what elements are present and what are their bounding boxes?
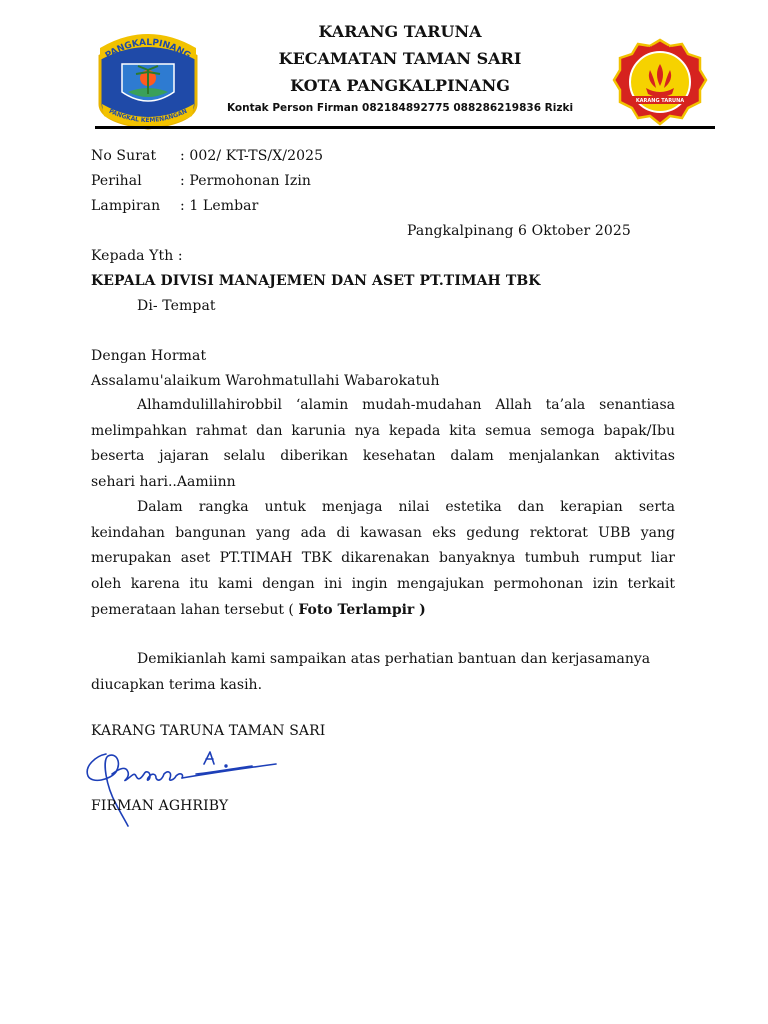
paragraph-line: sehari hari..Aamiinn bbox=[91, 474, 236, 491]
greeting-salam: Assalamu'alaikum Warohmatullahi Wabarokatuh bbox=[91, 373, 440, 389]
svg-text:KARANG TARUNA: KARANG TARUNA bbox=[635, 98, 685, 104]
paragraph-line: Alhamdulillahirobbil ‘alamin mudah-mudahan Allah ta’ala senantiasa bbox=[137, 397, 675, 413]
paragraph-line: melimpahkan rahmat dan karunia nya kepada kita semua semoga bapak/Ibu bbox=[91, 422, 675, 439]
closing-org: KARANG TARUNA TAMAN SARI bbox=[91, 723, 326, 739]
svg-text:PANGKALPINANG: PANGKALPINANG bbox=[103, 37, 193, 62]
paragraph-line bbox=[91, 598, 675, 624]
contact-line: Kontak Person Firman 082184892775 088286219836 Rizki bbox=[226, 102, 574, 114]
svg-text:PANGKAL KEMENANGAN: PANGKAL KEMENANGAN bbox=[107, 107, 189, 125]
paragraph-line: diucapkan terima kasih. bbox=[91, 676, 263, 693]
org-city: KOTA PANGKALPINANG bbox=[290, 76, 510, 95]
handwritten-signature bbox=[76, 746, 286, 832]
pangkalpinang-crest-logo bbox=[92, 26, 204, 130]
kepada-label: Kepada Yth : bbox=[91, 248, 183, 264]
no-surat-label: No Surat bbox=[91, 148, 157, 164]
perihal-value: : Permohonan Izin bbox=[180, 173, 312, 189]
paragraph-line: keindahan bangunan yang ada di kawasan eks gedung rektorat UBB yang bbox=[91, 524, 675, 541]
lampiran-label: Lampiran bbox=[91, 198, 161, 214]
paragraph-line: oleh karena itu kami dengan ini ingin mengajukan permohonan izin terkait bbox=[91, 576, 675, 593]
perihal-label: Perihal bbox=[91, 173, 142, 189]
letterhead-divider bbox=[95, 126, 715, 129]
paragraph-closing bbox=[91, 647, 675, 698]
recipient-name: KEPALA DIVISI MANAJEMEN DAN ASET PT.TIMAH TBK bbox=[91, 273, 541, 289]
lampiran-value: : 1 Lembar bbox=[180, 198, 259, 214]
signer-name: FIRMAN AGHRIBY bbox=[91, 798, 229, 814]
attachment-note: Foto Terlampir ) bbox=[298, 601, 426, 618]
paragraph-line: merupakan aset PT.TIMAH TBK dikarenakan banyaknya tumbuh rumput liar bbox=[91, 550, 675, 567]
org-district: KECAMATAN TAMAN SARI bbox=[278, 49, 522, 68]
greeting-hormat: Dengan Hormat bbox=[91, 348, 207, 364]
paragraph-line: Demikianlah kami sampaikan atas perhatian bantuan dan kerjasamanya bbox=[137, 651, 651, 667]
recipient-place: Di- Tempat bbox=[137, 298, 216, 314]
svg-text:ADITYA KARYA MAHATVA YODHA: ADITYA KARYA MAHATVA YODHA bbox=[627, 44, 693, 73]
paragraph-line: beserta jajaran selalu diberikan kesehatan dalam menjalankan aktivitas bbox=[91, 448, 675, 465]
no-surat-value: : 002/ KT-TS/X/2025 bbox=[180, 148, 324, 164]
paragraph-opening bbox=[91, 393, 675, 496]
paragraph-line-text: pemerataan lahan tersebut ( bbox=[91, 601, 299, 618]
letterhead-title-block bbox=[190, 18, 610, 114]
org-name: KARANG TARUNA bbox=[318, 22, 482, 41]
paragraph-request bbox=[91, 495, 675, 623]
karang-taruna-emblem-logo bbox=[612, 38, 708, 128]
paragraph-line: Dalam rangka untuk menjaga nilai estetika dan kerapian serta bbox=[137, 499, 675, 515]
letter-date: Pangkalpinang 6 Oktober 2025 bbox=[407, 223, 631, 239]
